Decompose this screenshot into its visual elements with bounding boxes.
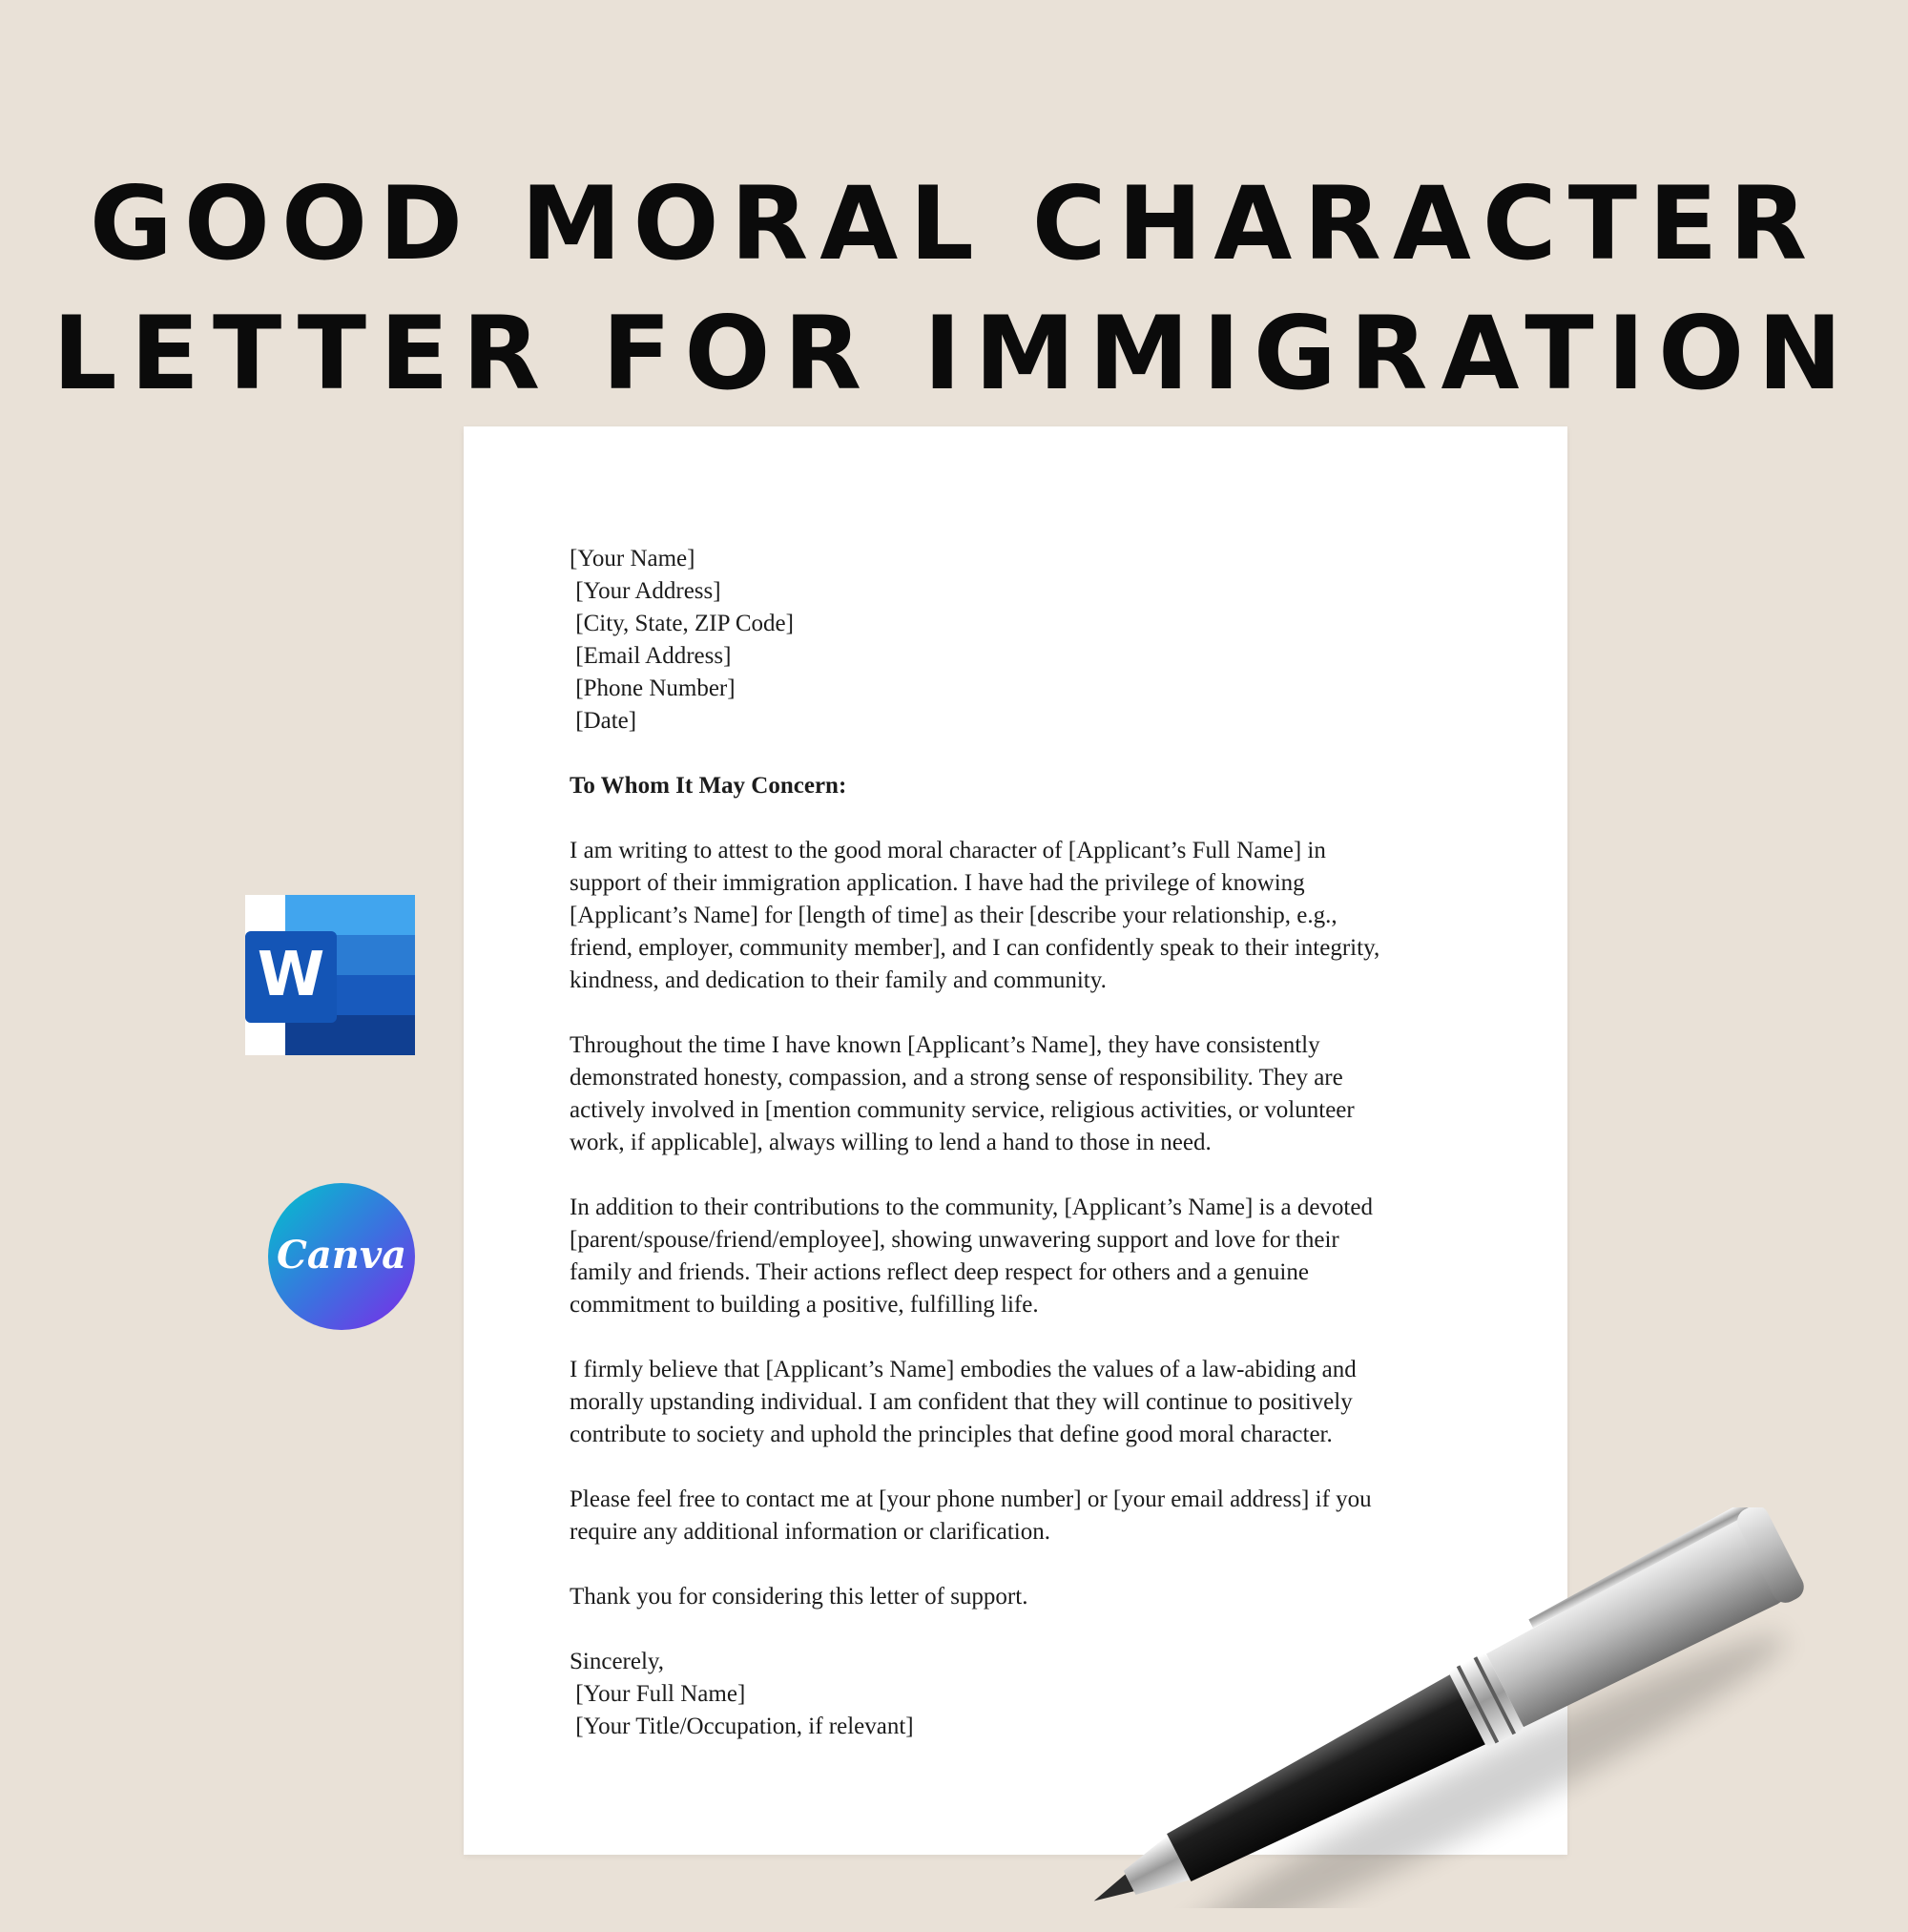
signature-title: [Your Title/Occupation, if relevant] [570, 1714, 914, 1739]
paragraph-line: kindness, and dedication to their family and community. [570, 967, 1107, 993]
paragraph-line: work, if applicable], always willing to lend a hand to those in need. [570, 1130, 1212, 1155]
sender-date: [Date] [570, 708, 637, 734]
paragraph-line: Thank you for considering this letter of support. [570, 1584, 1028, 1610]
paragraph-line: morally upstanding individual. I am confident that they will continue to positively [570, 1389, 1353, 1415]
sender-phone: [Phone Number] [570, 675, 736, 701]
headline-line-2: LETTER FOR IMMIGRATION [52, 295, 1856, 412]
paragraph-2 [570, 1029, 1485, 1159]
paragraph-line: support of their immigration application. I have had the privilege of knowing [570, 870, 1305, 896]
closing: Sincerely, [570, 1649, 665, 1674]
paragraph-line: family and friends. Their actions reflect deep respect for others and a genuine [570, 1259, 1309, 1285]
sender-block [570, 543, 1485, 737]
signature-name: [Your Full Name] [570, 1681, 746, 1707]
paragraph-line: [parent/spouse/friend/employee], showing unwavering support and love for their [570, 1227, 1339, 1253]
paragraph-3 [570, 1192, 1485, 1321]
paragraph-line: friend, employer, community member], and I can confidently speak to their integrity, [570, 935, 1380, 961]
paragraph-1 [570, 835, 1485, 997]
ballpoint-pen [1030, 1507, 1870, 1908]
paragraph-line: In addition to their contributions to the community, [Applicant’s Name] is a devoted [570, 1195, 1373, 1220]
paragraph-line: require any additional information or clarification. [570, 1519, 1050, 1545]
paragraph-line: demonstrated honesty, compassion, and a strong sense of responsibility. They are [570, 1065, 1343, 1091]
paragraph-line: commitment to building a positive, fulfilling life. [570, 1292, 1039, 1318]
microsoft-word-icon [245, 895, 415, 1055]
headline-line-1: GOOD MORAL CHARACTER [89, 165, 1819, 282]
svg-text:W: W [257, 940, 325, 1010]
svg-text:Canva: Canva [277, 1233, 406, 1278]
sender-name: [Your Name] [570, 546, 695, 571]
sender-city: [City, State, ZIP Code] [570, 611, 794, 636]
paragraph-line: [Applicant’s Name] for [length of time] as their [describe your relationship, e.g., [570, 903, 1338, 928]
paragraph-line: contribute to society and uphold the principles that define good moral character. [570, 1422, 1333, 1447]
paragraph-4 [570, 1354, 1485, 1451]
salutation: To Whom It May Concern: [570, 773, 847, 799]
canva-icon [267, 1182, 416, 1331]
paragraph-line: Throughout the time I have known [Applicant’s Name], they have consistently [570, 1032, 1320, 1058]
paragraph-line: actively involved in [mention community service, religious activities, or volunteer [570, 1097, 1355, 1123]
paragraph-line: I firmly believe that [Applicant’s Name] embodies the values of a law-abiding and [570, 1357, 1357, 1382]
paragraph-line: Please feel free to contact me at [your phone number] or [your email address] if you [570, 1486, 1372, 1512]
sender-email: [Email Address] [570, 643, 732, 669]
paragraph-line: I am writing to attest to the good moral character of [Applicant’s Full Name] in [570, 838, 1326, 863]
sender-address: [Your Address] [570, 578, 721, 604]
